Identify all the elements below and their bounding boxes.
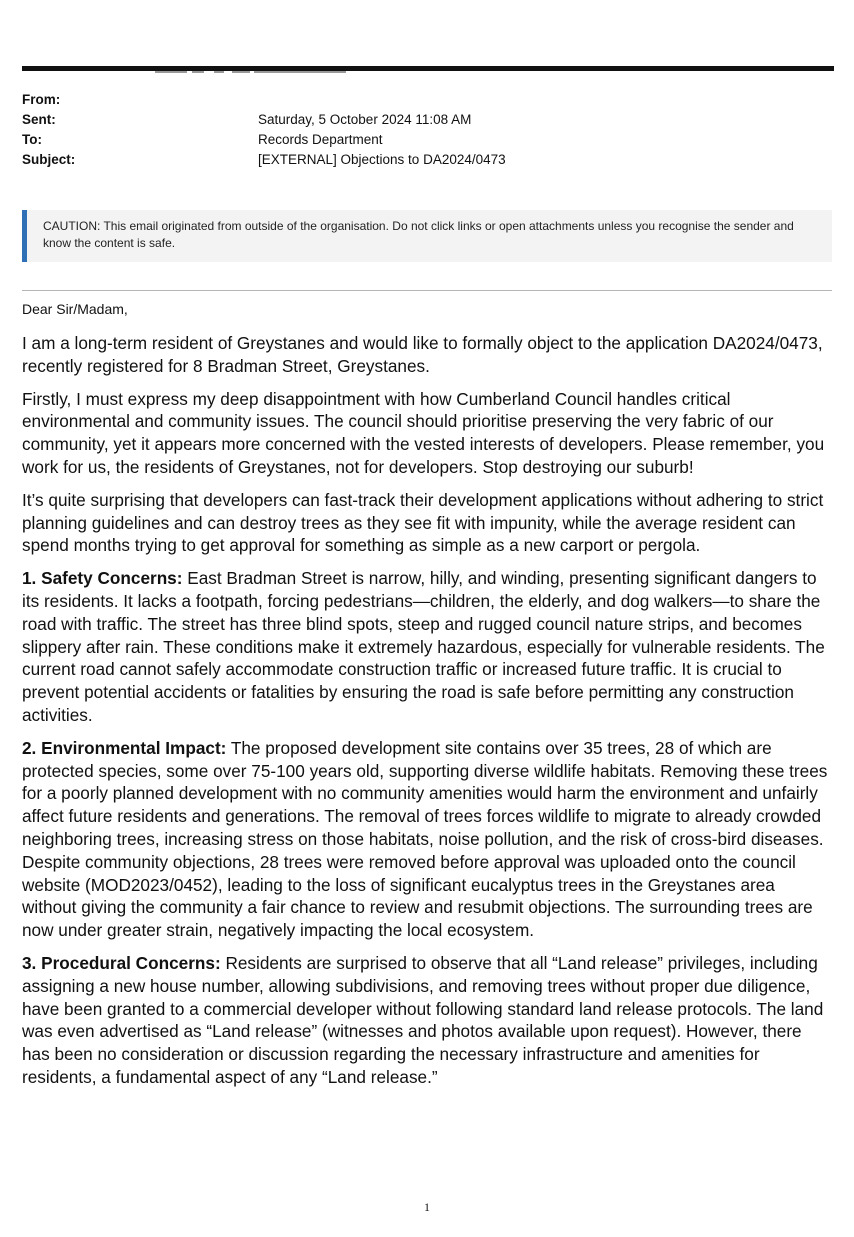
paragraph-surprising: It’s quite surprising that developers can fast-track their development applications without adhering to strict planning guidelines and can destroy trees as they see fit with impunity, while the average resident can spend months trying to get approval for something as simple as a new carport or pergola. (22, 489, 824, 556)
greeting: Dear Sir/Madam, (22, 301, 128, 317)
environment-heading: 2. Environmental Impact: (22, 737, 227, 758)
subject-row (22, 150, 822, 170)
paragraph-environment (22, 737, 834, 942)
sent-row (22, 110, 822, 130)
subject-label: Subject: (22, 152, 76, 167)
safety-heading: 1. Safety Concerns: (22, 568, 183, 589)
header-divider (22, 290, 832, 291)
procedural-heading: 3. Procedural Concerns: (22, 952, 221, 973)
header-rule (22, 66, 834, 71)
page-number: 1 (424, 1200, 430, 1214)
paragraph-firstly: Firstly, I must express my deep disappointment with how Cumberland Council handles critical environmental and community issues. The council should prioritise preserving the very fabric of our community, yet it appears more concerned with the vested interests of developers. Please remember, you work for us, the residents of Greystanes, not for developers. Stop destroying our suburb! (22, 388, 825, 477)
redaction-mark (192, 71, 204, 73)
redaction-mark (232, 71, 250, 73)
subject-value: [EXTERNAL] Objections to DA2024/0473 (258, 152, 506, 167)
safety-text: East Bradman Street is narrow, hilly, and winding, presenting significant dangers to its residents. It lacks a footpath, forcing pedestrians—children, the elderly, and dog walkers—to share the road with traffic. The street has three blind spots, steep and rugged council nature strips, and becomes slippery after rain. These conditions make it extremely hazardous, especially for vulnerable residents. The current road cannot safely accommodate construction traffic or increased future traffic. It is crucial to prevent potential accidents or fatalities by ensuring the road is safe before permitting any construction activities. (22, 568, 825, 725)
email-body (22, 332, 834, 1099)
redaction-mark (214, 71, 224, 73)
caution-text: CAUTION: This email originated from outside of the organisation. Do not click links or open attachments unless you recognise the sender and know the content is safe. (43, 219, 794, 250)
to-row (22, 130, 822, 150)
to-label: To: (22, 132, 42, 147)
paragraph-safety (22, 567, 834, 727)
paragraph-intro: I am a long-term resident of Greystanes and would like to formally object to the application DA2024/0473, recently registered for 8 Bradman Street, Greystanes. (22, 333, 823, 376)
paragraph-procedural (22, 952, 834, 1089)
email-header (22, 90, 822, 170)
from-row (22, 90, 822, 110)
sent-value: Saturday, 5 October 2024 11:08 AM (258, 112, 472, 127)
from-value (258, 90, 822, 110)
from-label: From: (22, 92, 61, 107)
caution-banner (22, 210, 832, 262)
to-value: Records Department (258, 132, 383, 147)
redaction-mark (254, 71, 346, 73)
redaction-mark (155, 71, 187, 73)
environment-text: The proposed development site contains over 35 trees, 28 of which are protected species, some over 75-100 years old, supporting diverse wildlife habitats. Removing these trees for a poorly planned development with no community amenities would harm the environment and unfairly affect future residents and generations. The removal of trees forces wildlife to migrate to already crowded neighboring trees, increasing stress on those habitats, noise pollution, and the risk of cross-bird diseases. Despite community objections, 28 trees were removed before approval was uploaded onto the council website (MOD2023/0452), leading to the loss of significant eucalyptus trees in the Greystanes area without giving the community a fair chance to review and resubmit objections. The surrounding trees are now under greater strain, negatively impacting the local ecosystem. (22, 737, 828, 941)
procedural-text: Residents are surprised to observe that all “Land release” privileges, including assigning a new house number, allowing subdivisions, and removing trees without proper due diligence, have been granted to a commercial developer without following standard land release protocols. The land was even advertised as “Land release” (witnesses and photos available upon request). However, there has been no consideration or discussion regarding the necessary infrastructure and amenities for residents, a fundamental aspect of any “Land release.” (22, 952, 824, 1087)
sent-label: Sent: (22, 112, 56, 127)
